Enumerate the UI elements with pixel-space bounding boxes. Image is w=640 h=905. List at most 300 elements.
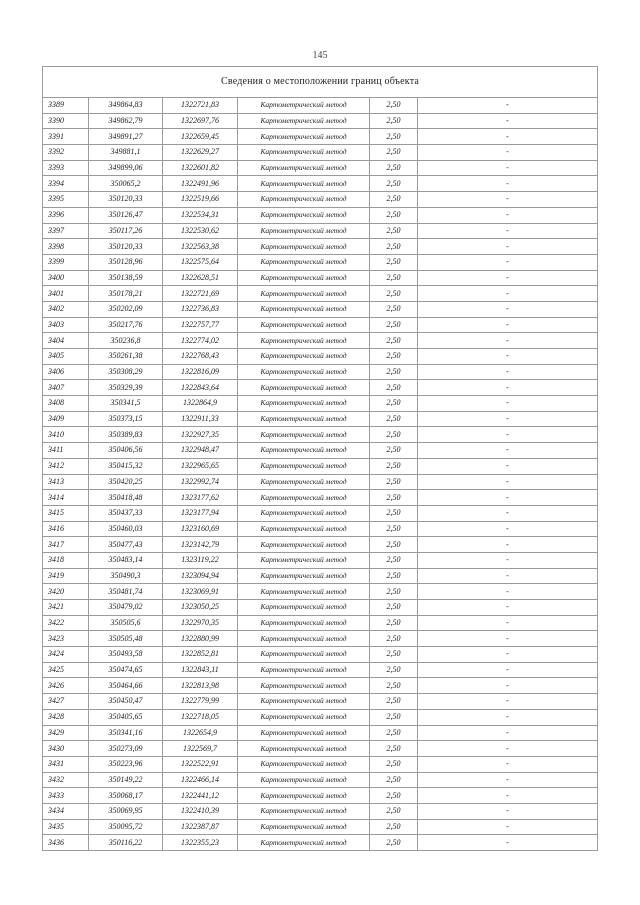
precision-cell: 2,50 [370, 458, 418, 474]
table-row [43, 239, 598, 255]
y-coordinate-cell: 1322522,91 [163, 756, 238, 772]
description-cell: - [418, 349, 598, 365]
precision-cell: 2,50 [370, 145, 418, 161]
description-cell: - [418, 113, 598, 129]
table-row [43, 584, 598, 600]
method-cell: Картометрический метод [238, 474, 370, 490]
x-coordinate-cell: 350389,83 [89, 427, 163, 443]
method-cell: Картометрический метод [238, 788, 370, 804]
method-cell: Картометрический метод [238, 317, 370, 333]
table-row [43, 160, 598, 176]
x-coordinate-cell: 350341,5 [89, 396, 163, 412]
y-coordinate-cell: 1322569,7 [163, 741, 238, 757]
method-cell: Картометрический метод [238, 458, 370, 474]
x-coordinate-cell: 350493,58 [89, 647, 163, 663]
precision-cell: 2,50 [370, 631, 418, 647]
precision-cell: 2,50 [370, 317, 418, 333]
table-row [43, 615, 598, 631]
point-number-cell: 3404 [43, 333, 89, 349]
table-row [43, 568, 598, 584]
description-cell: - [418, 678, 598, 694]
point-number-cell: 3433 [43, 788, 89, 804]
description-cell: - [418, 600, 598, 616]
description-cell: - [418, 333, 598, 349]
table-row [43, 301, 598, 317]
description-cell: - [418, 662, 598, 678]
precision-cell: 2,50 [370, 662, 418, 678]
precision-cell: 2,50 [370, 301, 418, 317]
table-row [43, 411, 598, 427]
table-title-row [43, 67, 598, 98]
point-number-cell: 3398 [43, 239, 89, 255]
method-cell: Картометрический метод [238, 192, 370, 208]
point-number-cell: 3413 [43, 474, 89, 490]
description-cell: - [418, 552, 598, 568]
point-number-cell: 3414 [43, 490, 89, 506]
table-row [43, 505, 598, 521]
point-number-cell: 3403 [43, 317, 89, 333]
description-cell: - [418, 145, 598, 161]
x-coordinate-cell: 350418,48 [89, 490, 163, 506]
point-number-cell: 3418 [43, 552, 89, 568]
y-coordinate-cell: 1322757,77 [163, 317, 238, 333]
point-number-cell: 3390 [43, 113, 89, 129]
table-row [43, 380, 598, 396]
description-cell: - [418, 772, 598, 788]
method-cell: Картометрический метод [238, 98, 370, 114]
precision-cell: 2,50 [370, 349, 418, 365]
x-coordinate-cell: 350117,26 [89, 223, 163, 239]
x-coordinate-cell: 350505,48 [89, 631, 163, 647]
y-coordinate-cell: 1322530,62 [163, 223, 238, 239]
description-cell: - [418, 615, 598, 631]
y-coordinate-cell: 1322441,12 [163, 788, 238, 804]
x-coordinate-cell: 349881,1 [89, 145, 163, 161]
point-number-cell: 3419 [43, 568, 89, 584]
description-cell: - [418, 286, 598, 302]
point-number-cell: 3409 [43, 411, 89, 427]
x-coordinate-cell: 350116,22 [89, 835, 163, 851]
method-cell: Картометрический метод [238, 396, 370, 412]
description-cell: - [418, 756, 598, 772]
precision-cell: 2,50 [370, 396, 418, 412]
table-row [43, 788, 598, 804]
description-cell: - [418, 741, 598, 757]
method-cell: Картометрический метод [238, 741, 370, 757]
precision-cell: 2,50 [370, 443, 418, 459]
precision-cell: 2,50 [370, 678, 418, 694]
point-number-cell: 3431 [43, 756, 89, 772]
y-coordinate-cell: 1323094,94 [163, 568, 238, 584]
point-number-cell: 3425 [43, 662, 89, 678]
method-cell: Картометрический метод [238, 411, 370, 427]
precision-cell: 2,50 [370, 160, 418, 176]
x-coordinate-cell: 350095,72 [89, 819, 163, 835]
table-row [43, 647, 598, 663]
x-coordinate-cell: 350405,65 [89, 709, 163, 725]
x-coordinate-cell: 350217,76 [89, 317, 163, 333]
x-coordinate-cell: 350474,65 [89, 662, 163, 678]
point-number-cell: 3389 [43, 98, 89, 114]
precision-cell: 2,50 [370, 694, 418, 710]
table-row [43, 223, 598, 239]
method-cell: Картометрический метод [238, 694, 370, 710]
precision-cell: 2,50 [370, 615, 418, 631]
point-number-cell: 3424 [43, 647, 89, 663]
precision-cell: 2,50 [370, 239, 418, 255]
y-coordinate-cell: 1322718,05 [163, 709, 238, 725]
method-cell: Картометрический метод [238, 725, 370, 741]
precision-cell: 2,50 [370, 364, 418, 380]
precision-cell: 2,50 [370, 835, 418, 851]
table-row [43, 176, 598, 192]
y-coordinate-cell: 1322466,14 [163, 772, 238, 788]
table-row [43, 521, 598, 537]
precision-cell: 2,50 [370, 207, 418, 223]
point-number-cell: 3408 [43, 396, 89, 412]
description-cell: - [418, 788, 598, 804]
x-coordinate-cell: 350308,29 [89, 364, 163, 380]
point-number-cell: 3391 [43, 129, 89, 145]
precision-cell: 2,50 [370, 333, 418, 349]
x-coordinate-cell: 350149,22 [89, 772, 163, 788]
table-row [43, 678, 598, 694]
y-coordinate-cell: 1322628,51 [163, 270, 238, 286]
y-coordinate-cell: 1322601,82 [163, 160, 238, 176]
table-row [43, 756, 598, 772]
x-coordinate-cell: 350223,96 [89, 756, 163, 772]
precision-cell: 2,50 [370, 709, 418, 725]
method-cell: Картометрический метод [238, 803, 370, 819]
y-coordinate-cell: 1322736,83 [163, 301, 238, 317]
description-cell: - [418, 129, 598, 145]
y-coordinate-cell: 1322779,99 [163, 694, 238, 710]
description-cell: - [418, 239, 598, 255]
y-coordinate-cell: 1322721,69 [163, 286, 238, 302]
x-coordinate-cell: 350068,17 [89, 788, 163, 804]
point-number-cell: 3393 [43, 160, 89, 176]
y-coordinate-cell: 1322721,83 [163, 98, 238, 114]
x-coordinate-cell: 350460,03 [89, 521, 163, 537]
x-coordinate-cell: 350464,66 [89, 678, 163, 694]
precision-cell: 2,50 [370, 788, 418, 804]
point-number-cell: 3423 [43, 631, 89, 647]
precision-cell: 2,50 [370, 772, 418, 788]
y-coordinate-cell: 1322519,66 [163, 192, 238, 208]
point-number-cell: 3394 [43, 176, 89, 192]
table-row [43, 741, 598, 757]
precision-cell: 2,50 [370, 129, 418, 145]
point-number-cell: 3426 [43, 678, 89, 694]
point-number-cell: 3392 [43, 145, 89, 161]
x-coordinate-cell: 350128,96 [89, 254, 163, 270]
y-coordinate-cell: 1322843,64 [163, 380, 238, 396]
table-row [43, 819, 598, 835]
point-number-cell: 3402 [43, 301, 89, 317]
precision-cell: 2,50 [370, 270, 418, 286]
table-row [43, 286, 598, 302]
x-coordinate-cell: 350120,33 [89, 192, 163, 208]
table-row [43, 427, 598, 443]
method-cell: Картометрический метод [238, 254, 370, 270]
x-coordinate-cell: 350341,16 [89, 725, 163, 741]
table-row [43, 396, 598, 412]
x-coordinate-cell: 350490,3 [89, 568, 163, 584]
description-cell: - [418, 835, 598, 851]
y-coordinate-cell: 1322355,23 [163, 835, 238, 851]
x-coordinate-cell: 350479,02 [89, 600, 163, 616]
table-row [43, 129, 598, 145]
description-cell: - [418, 317, 598, 333]
table-row [43, 600, 598, 616]
table-row [43, 333, 598, 349]
table-row [43, 725, 598, 741]
table-row [43, 113, 598, 129]
point-number-cell: 3412 [43, 458, 89, 474]
method-cell: Картометрический метод [238, 333, 370, 349]
description-cell: - [418, 521, 598, 537]
x-coordinate-cell: 350406,56 [89, 443, 163, 459]
method-cell: Картометрический метод [238, 772, 370, 788]
description-cell: - [418, 411, 598, 427]
y-coordinate-cell: 1323160,69 [163, 521, 238, 537]
y-coordinate-cell: 1323142,79 [163, 537, 238, 553]
y-coordinate-cell: 1323069,91 [163, 584, 238, 600]
x-coordinate-cell: 350505,6 [89, 615, 163, 631]
method-cell: Картометрический метод [238, 631, 370, 647]
precision-cell: 2,50 [370, 756, 418, 772]
point-number-cell: 3400 [43, 270, 89, 286]
table-row [43, 662, 598, 678]
y-coordinate-cell: 1322697,76 [163, 113, 238, 129]
precision-cell: 2,50 [370, 113, 418, 129]
description-cell: - [418, 254, 598, 270]
method-cell: Картометрический метод [238, 145, 370, 161]
x-coordinate-cell: 349862,79 [89, 113, 163, 129]
description-cell: - [418, 505, 598, 521]
method-cell: Картометрический метод [238, 756, 370, 772]
description-cell: - [418, 458, 598, 474]
method-cell: Картометрический метод [238, 380, 370, 396]
method-cell: Картометрический метод [238, 427, 370, 443]
description-cell: - [418, 364, 598, 380]
method-cell: Картометрический метод [238, 521, 370, 537]
precision-cell: 2,50 [370, 427, 418, 443]
y-coordinate-cell: 1322948,47 [163, 443, 238, 459]
method-cell: Картометрический метод [238, 647, 370, 663]
x-coordinate-cell: 350273,09 [89, 741, 163, 757]
table-row [43, 192, 598, 208]
table-row [43, 317, 598, 333]
table-title: Сведения о местоположении границ объекта [43, 67, 598, 98]
point-number-cell: 3411 [43, 443, 89, 459]
method-cell: Картометрический метод [238, 223, 370, 239]
precision-cell: 2,50 [370, 584, 418, 600]
y-coordinate-cell: 1322813,98 [163, 678, 238, 694]
table-row [43, 349, 598, 365]
y-coordinate-cell: 1322563,38 [163, 239, 238, 255]
description-cell: - [418, 270, 598, 286]
point-number-cell: 3410 [43, 427, 89, 443]
table-row [43, 270, 598, 286]
x-coordinate-cell: 350138,59 [89, 270, 163, 286]
x-coordinate-cell: 350450,47 [89, 694, 163, 710]
precision-cell: 2,50 [370, 490, 418, 506]
precision-cell: 2,50 [370, 537, 418, 553]
method-cell: Картометрический метод [238, 349, 370, 365]
x-coordinate-cell: 350437,33 [89, 505, 163, 521]
method-cell: Картометрический метод [238, 819, 370, 835]
y-coordinate-cell: 1322774,02 [163, 333, 238, 349]
y-coordinate-cell: 1322575,64 [163, 254, 238, 270]
precision-cell: 2,50 [370, 803, 418, 819]
method-cell: Картометрический метод [238, 678, 370, 694]
method-cell: Картометрический метод [238, 662, 370, 678]
precision-cell: 2,50 [370, 552, 418, 568]
point-number-cell: 3427 [43, 694, 89, 710]
table-row [43, 364, 598, 380]
description-cell: - [418, 474, 598, 490]
method-cell: Картометрический метод [238, 615, 370, 631]
description-cell: - [418, 176, 598, 192]
point-number-cell: 3420 [43, 584, 89, 600]
method-cell: Картометрический метод [238, 176, 370, 192]
precision-cell: 2,50 [370, 176, 418, 192]
description-cell: - [418, 709, 598, 725]
y-coordinate-cell: 1323050,25 [163, 600, 238, 616]
method-cell: Картометрический метод [238, 600, 370, 616]
method-cell: Картометрический метод [238, 568, 370, 584]
description-cell: - [418, 427, 598, 443]
point-number-cell: 3428 [43, 709, 89, 725]
y-coordinate-cell: 1322852,81 [163, 647, 238, 663]
precision-cell: 2,50 [370, 223, 418, 239]
table-row [43, 443, 598, 459]
method-cell: Картометрический метод [238, 443, 370, 459]
point-number-cell: 3434 [43, 803, 89, 819]
y-coordinate-cell: 1322970,35 [163, 615, 238, 631]
point-number-cell: 3405 [43, 349, 89, 365]
description-cell: - [418, 396, 598, 412]
table-row [43, 474, 598, 490]
precision-cell: 2,50 [370, 521, 418, 537]
table-body [43, 98, 598, 851]
y-coordinate-cell: 1322659,45 [163, 129, 238, 145]
x-coordinate-cell: 350120,33 [89, 239, 163, 255]
description-cell: - [418, 568, 598, 584]
x-coordinate-cell: 350329,39 [89, 380, 163, 396]
table-row [43, 145, 598, 161]
precision-cell: 2,50 [370, 741, 418, 757]
precision-cell: 2,50 [370, 819, 418, 835]
point-number-cell: 3397 [43, 223, 89, 239]
precision-cell: 2,50 [370, 725, 418, 741]
method-cell: Картометрический метод [238, 505, 370, 521]
y-coordinate-cell: 1322387,87 [163, 819, 238, 835]
method-cell: Картометрический метод [238, 301, 370, 317]
x-coordinate-cell: 350065,2 [89, 176, 163, 192]
table-row [43, 803, 598, 819]
precision-cell: 2,50 [370, 568, 418, 584]
description-cell: - [418, 537, 598, 553]
x-coordinate-cell: 350415,32 [89, 458, 163, 474]
description-cell: - [418, 647, 598, 663]
description-cell: - [418, 207, 598, 223]
y-coordinate-cell: 1322992,74 [163, 474, 238, 490]
point-number-cell: 3415 [43, 505, 89, 521]
table-row [43, 537, 598, 553]
method-cell: Картометрический метод [238, 835, 370, 851]
y-coordinate-cell: 1322880,99 [163, 631, 238, 647]
method-cell: Картометрический метод [238, 207, 370, 223]
method-cell: Картометрический метод [238, 552, 370, 568]
method-cell: Картометрический метод [238, 537, 370, 553]
precision-cell: 2,50 [370, 505, 418, 521]
x-coordinate-cell: 350481,74 [89, 584, 163, 600]
table-row [43, 458, 598, 474]
point-number-cell: 3406 [43, 364, 89, 380]
description-cell: - [418, 380, 598, 396]
point-number-cell: 3435 [43, 819, 89, 835]
table-row [43, 98, 598, 114]
method-cell: Картометрический метод [238, 239, 370, 255]
point-number-cell: 3417 [43, 537, 89, 553]
precision-cell: 2,50 [370, 254, 418, 270]
x-coordinate-cell: 350420,25 [89, 474, 163, 490]
description-cell: - [418, 98, 598, 114]
y-coordinate-cell: 1322911,33 [163, 411, 238, 427]
method-cell: Картометрический метод [238, 709, 370, 725]
table-row [43, 709, 598, 725]
y-coordinate-cell: 1322654,9 [163, 725, 238, 741]
table-row [43, 254, 598, 270]
precision-cell: 2,50 [370, 286, 418, 302]
precision-cell: 2,50 [370, 474, 418, 490]
table-row [43, 772, 598, 788]
description-cell: - [418, 160, 598, 176]
description-cell: - [418, 301, 598, 317]
y-coordinate-cell: 1322816,09 [163, 364, 238, 380]
x-coordinate-cell: 350069,95 [89, 803, 163, 819]
precision-cell: 2,50 [370, 192, 418, 208]
precision-cell: 2,50 [370, 411, 418, 427]
point-number-cell: 3395 [43, 192, 89, 208]
precision-cell: 2,50 [370, 647, 418, 663]
description-cell: - [418, 223, 598, 239]
y-coordinate-cell: 1322534,31 [163, 207, 238, 223]
point-number-cell: 3422 [43, 615, 89, 631]
x-coordinate-cell: 350373,15 [89, 411, 163, 427]
y-coordinate-cell: 1322768,43 [163, 349, 238, 365]
description-cell: - [418, 490, 598, 506]
table-row [43, 207, 598, 223]
x-coordinate-cell: 349891,27 [89, 129, 163, 145]
x-coordinate-cell: 350202,09 [89, 301, 163, 317]
point-number-cell: 3436 [43, 835, 89, 851]
y-coordinate-cell: 1322843,11 [163, 662, 238, 678]
point-number-cell: 3399 [43, 254, 89, 270]
method-cell: Картометрический метод [238, 286, 370, 302]
y-coordinate-cell: 1322491,96 [163, 176, 238, 192]
description-cell: - [418, 443, 598, 459]
y-coordinate-cell: 1322864,9 [163, 396, 238, 412]
x-coordinate-cell: 349899,06 [89, 160, 163, 176]
table-row [43, 490, 598, 506]
description-cell: - [418, 192, 598, 208]
table-row [43, 552, 598, 568]
x-coordinate-cell: 350126,47 [89, 207, 163, 223]
method-cell: Картометрический метод [238, 584, 370, 600]
